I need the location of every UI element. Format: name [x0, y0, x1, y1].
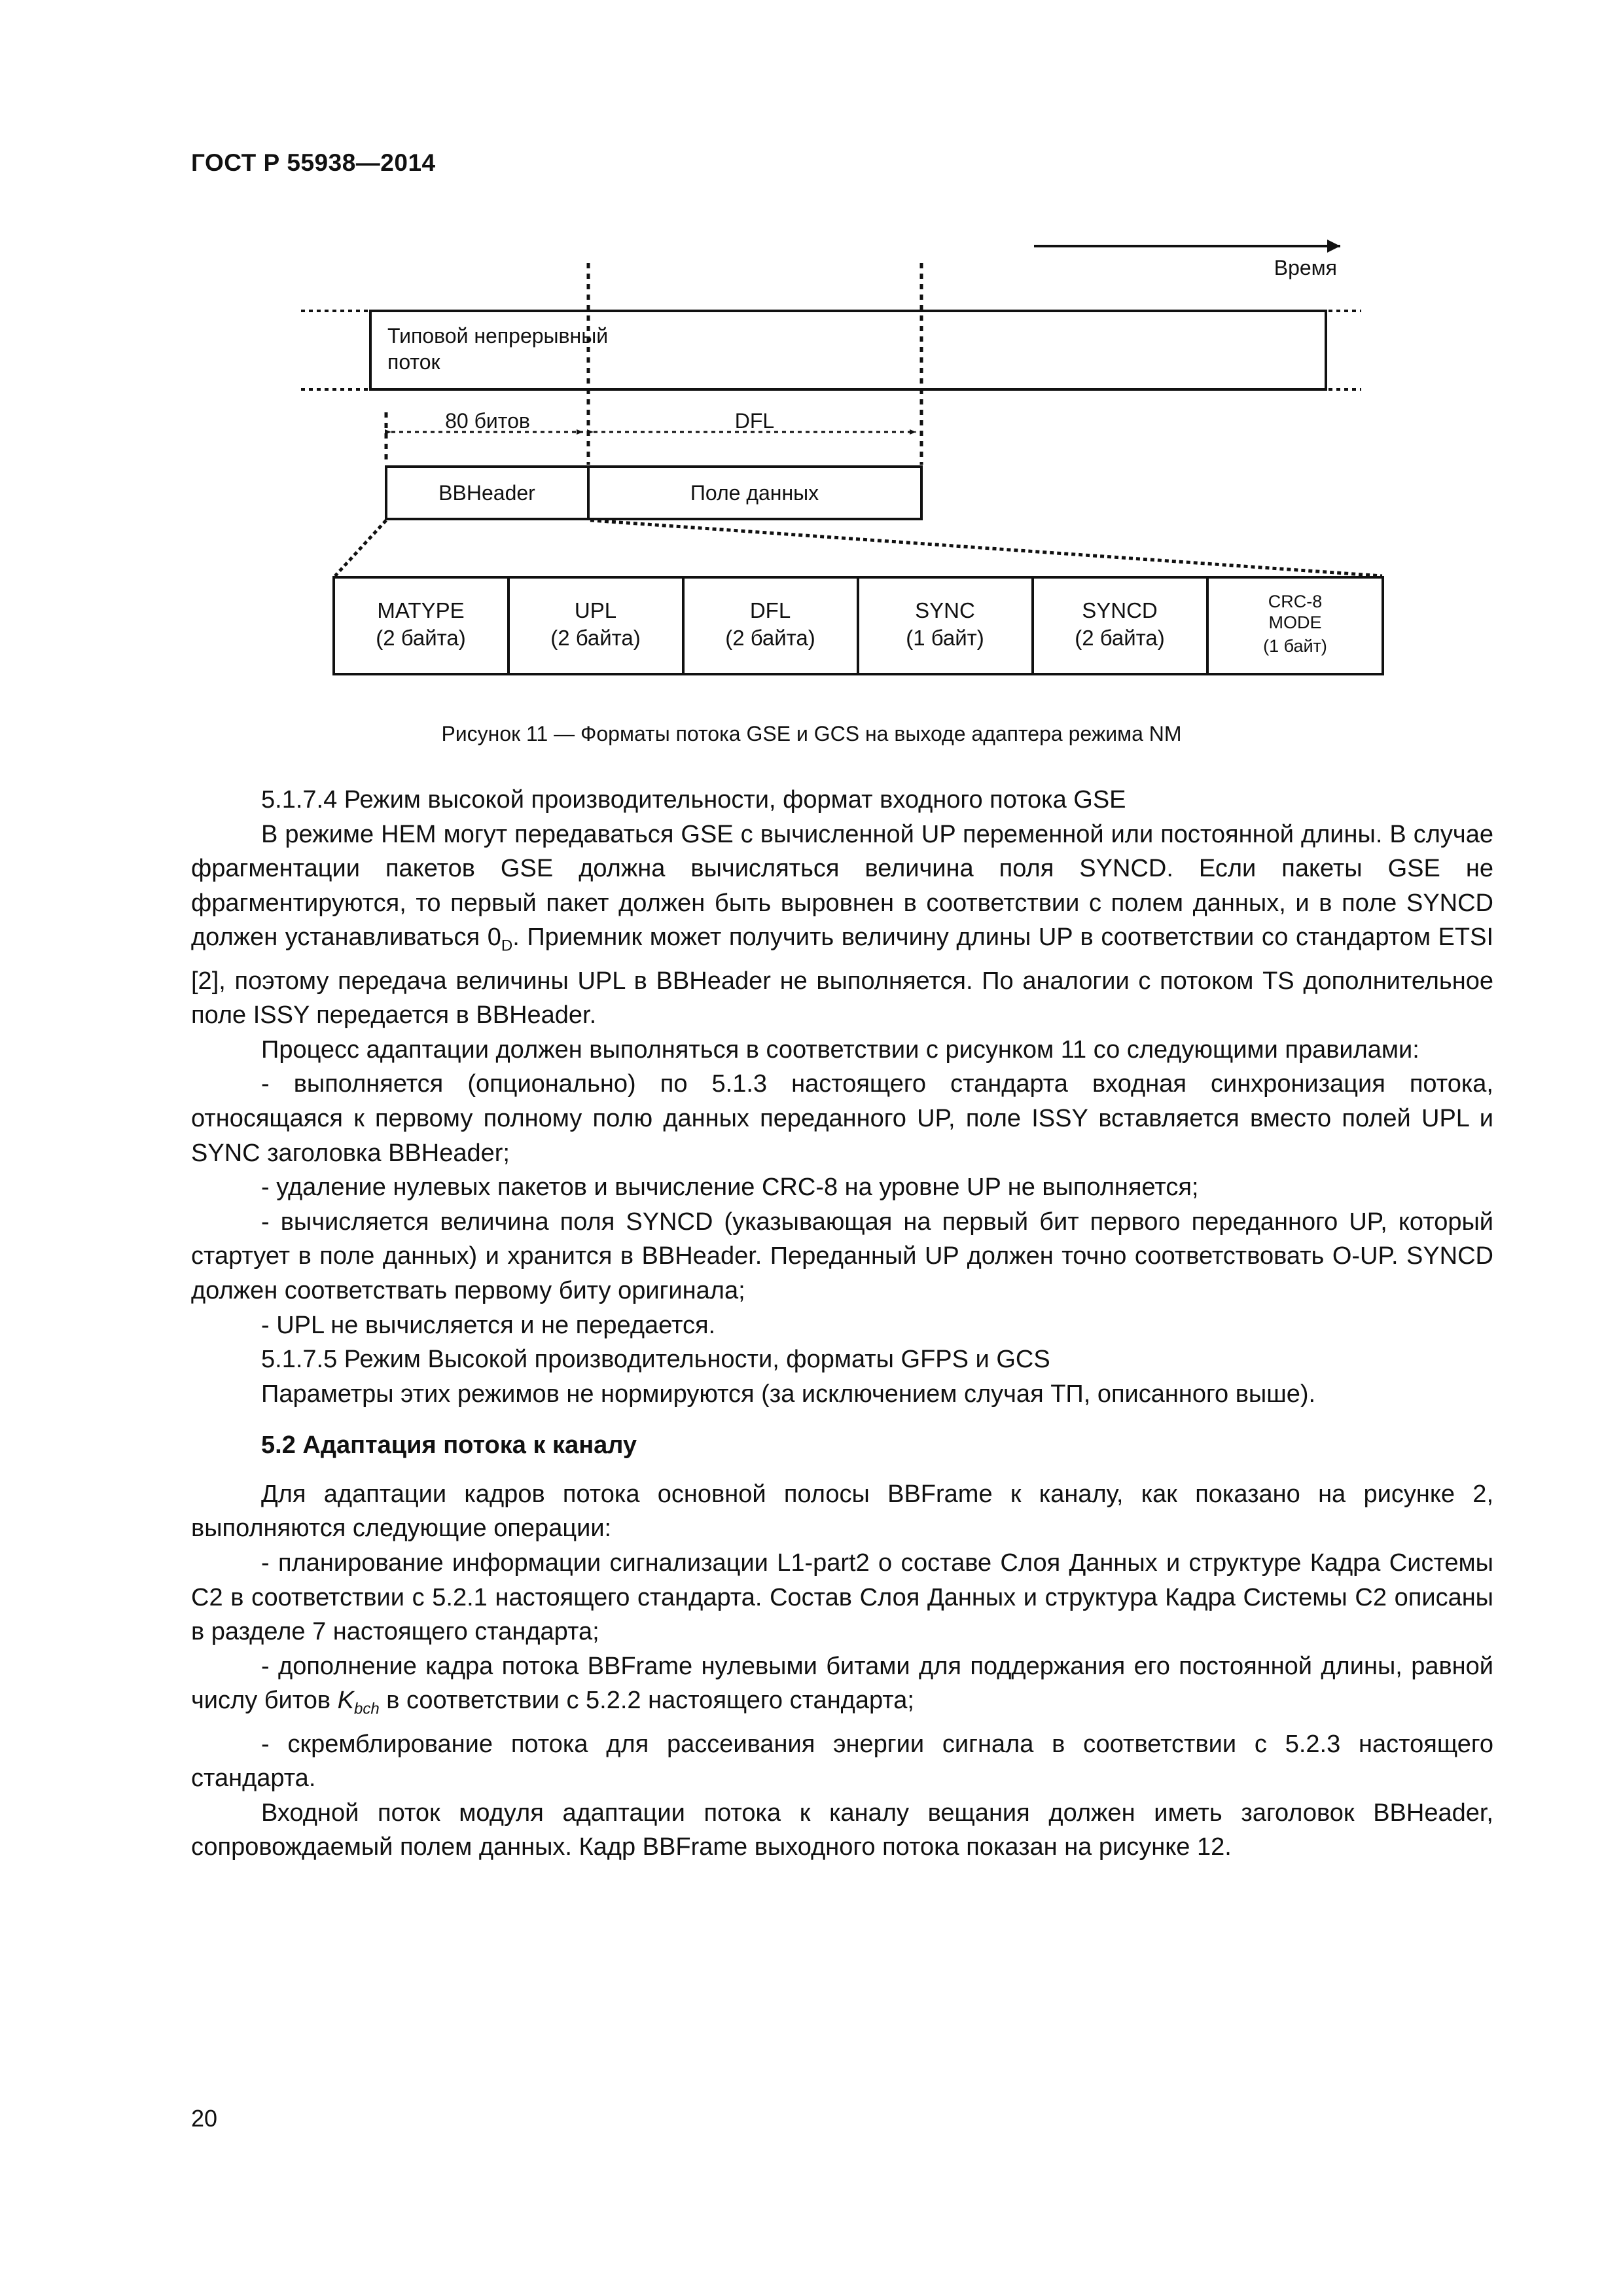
figure-caption: Рисунок 11 — Форматы потока GSE и GCS на выходе адаптера режима NM: [441, 722, 1182, 745]
boundary-markers: [386, 263, 921, 465]
list-item: - вычисляется величина поля SYNCD (указывающая на первый бит первого переданного UP, который стартует в поле данных) и хранится в BBHeader. Переданный UP должен точно соответствовать O-UP. SYNCD должен соответствать первому биту оригинала;: [191, 1208, 1493, 1304]
field-matype-size: (2 байта): [376, 626, 466, 650]
list-item: - дополнение кадра потока BBFrame нулевыми битами для поддержания его постоянной длины, равной числу битов $K_{bch}$ в соответствии с 5.2.2 настоящего стандарта;: [191, 1652, 1493, 1719]
data-field-label: Поле данных: [690, 481, 819, 505]
field-sync-name: SYNC: [915, 598, 975, 622]
list-item: - скремблирование потока для рассеивания энергии сигнала в соответствии с 5.2.3 настоящего стандарта.: [191, 1730, 1493, 1793]
bbheader-label: BBHeader: [438, 481, 535, 505]
field-crc8-size: (1 байт): [1263, 636, 1327, 656]
paragraph: 5.1.7.4 Режим высокой производительности, формат входного потока GSE: [261, 786, 1126, 814]
stream-label-line1: Типовой непрерывный: [387, 324, 609, 348]
field-syncd-name: SYNCD: [1082, 598, 1158, 622]
field-sync-size: (1 байт): [906, 626, 984, 650]
paragraph: 5.1.7.5 Режим Высокой производительности, форматы GFPS и GCS: [261, 1346, 1050, 1374]
stream-format-diagram: [0, 0, 1623, 759]
list-item: - UPL не вычисляется и не передается.: [261, 1311, 716, 1339]
dfl-label: DFL: [734, 409, 775, 433]
bits-label: 80 битов: [445, 409, 530, 433]
paragraph: Параметры этих режимов не нормируются (за исключением случая ТП, описанного выше).: [261, 1380, 1316, 1408]
body-text: [191, 783, 1493, 1865]
field-dfl-size: (2 байта): [725, 626, 815, 650]
paragraph: Входной поток модуля адаптации потока к каналу вещания должен иметь заголовок BBHeader, сопровождаемый полем данных. Кадр BBFrame выходного потока показан на рисунке 12.: [191, 1799, 1493, 1861]
section-heading: 5.2 Адаптация потока к каналу: [261, 1431, 637, 1460]
time-label: Время: [1274, 256, 1337, 279]
field-crc8-mode: MODE: [1268, 613, 1322, 632]
paragraph: В режиме НЕМ могут передаваться GSE с вычисленной UP переменной или постоянной длины. В случае фрагментации пакетов GSE должна вычисляться величина поля SYNCD. Если пакеты GSE не фрагментируются, то первый пакет должен быть выровнен в соответствии с полем данных, и в поле SYNCD должен устанавливаться $0_D$. Приемник может получить величину длины UP в соответствии со стандартом ETSI [2], поэтому передача величины UPL в BBHeader не выполняется. По аналогии с потоком TS дополнительное поле ISSY передается в BBHeader.: [191, 820, 1493, 1030]
field-matype-name: MATYPE: [377, 598, 465, 622]
field-upl-size: (2 байта): [550, 626, 641, 650]
expansion-lines: [335, 520, 1382, 576]
document-code: ГОСТ Р 55938—2014: [191, 149, 436, 176]
list-item: - выполняется (опционально) по 5.1.3 настоящего стандарта входная синхронизация потока, относящаяся к первому полному полю данных переданного UP, поле ISSY вставляется вместо полей UPL и SYNC заголовка BBHeader;: [191, 1070, 1493, 1167]
paragraph: Процесс адаптации должен выполняться в соответствии с рисунком 11 со следующими правилами:: [261, 1035, 1419, 1064]
header-fields: [334, 577, 1383, 674]
field-dfl-name: DFL: [749, 598, 791, 622]
continuous-stream: [301, 311, 1361, 389]
field-syncd-size: (2 байта): [1075, 626, 1165, 650]
field-upl-name: UPL: [574, 598, 617, 622]
list-item: - планирование информации сигнализации L1-part2 о составе Слоя Данных и структуре Кадра Системы С2 в соответствии с 5.2.1 настоящего стандарта. Состав Слоя Данных и структура Кадра Системы С2 описаны в разделе 7 настоящего стандарта;: [191, 1549, 1493, 1646]
page-number: 20: [191, 2105, 218, 2132]
paragraph: Для адаптации кадров потока основной полосы BBFrame к каналу, как показано на рисунке 2, выполняются следующие операции:: [191, 1480, 1493, 1543]
field-crc8-name: CRC-8: [1268, 592, 1323, 611]
stream-label-line2: поток: [387, 350, 440, 374]
list-item: - удаление нулевых пакетов и вычисление CRC-8 на уровне UP не выполняется;: [261, 1174, 1199, 1202]
